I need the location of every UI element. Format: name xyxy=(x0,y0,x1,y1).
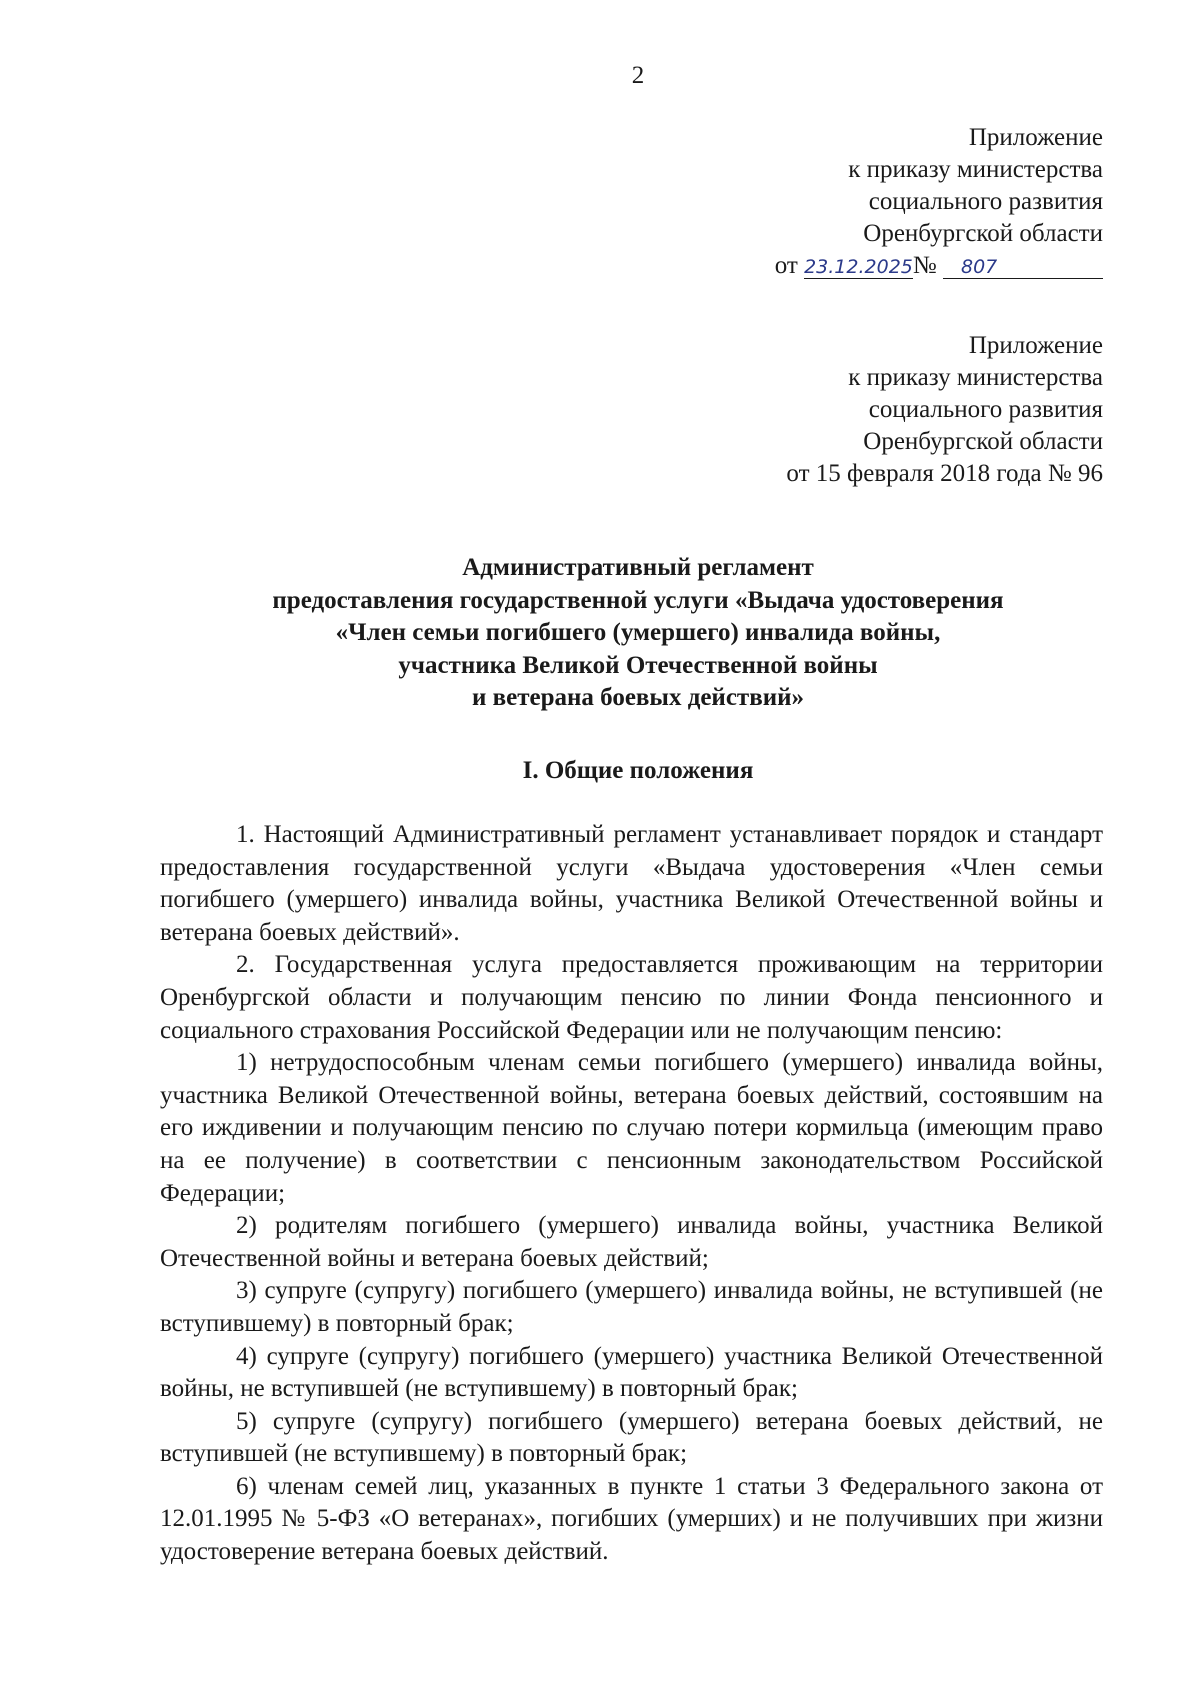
appendix-line: Оренбургской области xyxy=(863,220,1103,247)
handwritten-number: 807 xyxy=(943,256,1103,279)
section-heading: I. Общие положения xyxy=(522,757,754,784)
body-text xyxy=(160,819,1103,1569)
from-label: от xyxy=(774,252,798,279)
paragraph: 3) супруге (супругу) погибшего (умершего) инвалида войны, не вступившей (не вступившему) в повторный брак; xyxy=(160,1277,1103,1337)
appendix-date-number-line xyxy=(623,250,1103,282)
appendix-line: к приказу министерства xyxy=(848,156,1103,183)
appendix-line: социального развития xyxy=(868,396,1103,423)
paragraph: 1. Настоящий Административный регламент устанавливает порядок и стандарт предоставления государственной услуги «Выдача удостоверения «Член семьи погибшего (умершего) инвалида войны, участника Великой Отечественной войны и ветерана боевых действий». xyxy=(160,821,1103,946)
appendix-current-order xyxy=(623,122,1103,282)
paragraph: 2) родителям погибшего (умершего) инвалида войны, участника Великой Отечественной войны и ветерана боевых действий; xyxy=(160,1212,1103,1272)
handwritten-date: 23.12.2025 xyxy=(804,256,913,278)
title-line: предоставления государственной услуги «Выдача удостоверения xyxy=(272,586,1004,614)
paragraph: 2. Государственная услуга предоставляется проживающим на территории Оренбургской области и получающим пенсию по линии Фонда пенсионного и социального страхования Российской Федерации или не получающим пенсию: xyxy=(160,951,1103,1044)
paragraph: 6) членам семей лиц, указанных в пункте 1 статьи 3 Федерального закона от 12.01.1995 № 5-ФЗ «О ветеранах», погибших (умерших) и не получивших при жизни удостоверение ветерана боевых действий. xyxy=(160,1472,1103,1566)
document-title xyxy=(0,552,1200,715)
appendix-line: Оренбургской области xyxy=(863,428,1103,455)
appendix-original-order xyxy=(623,330,1103,490)
appendix-line: социального развития xyxy=(868,188,1103,215)
number-label: № xyxy=(912,252,937,279)
title-line: «Член семьи погибшего (умершего) инвалида войны, xyxy=(335,619,941,646)
title-line: участника Великой Отечественной войны xyxy=(398,651,878,679)
title-line: Административный регламент xyxy=(462,554,814,581)
appendix-line: от 15 февраля 2018 года № 96 xyxy=(786,460,1103,487)
appendix-line: Приложение xyxy=(968,332,1103,359)
paragraph: 1) нетрудоспособным членам семьи погибшего (умершего) инвалида войны, участника Великой Отечественной войны, ветерана боевых действий, состоявшим на его иждивении и получающим пенсию по случаю потери кормильца (имеющим право на ее получение) в соответствии с пенсионным законодательством Российской Федерации; xyxy=(160,1049,1103,1207)
paragraph: 5) супруге (супругу) погибшего (умершего) ветерана боевых действий, не вступившей (не вступившему) в повторный брак; xyxy=(160,1407,1103,1468)
appendix-line: Приложение xyxy=(968,124,1103,151)
appendix-line: к приказу министерства xyxy=(848,364,1103,391)
paragraph: 4) супруге (супругу) погибшего (умершего) участника Великой Отечественной войны, не вступившей (не вступившему) в повторный брак; xyxy=(160,1342,1103,1403)
title-line: и ветерана боевых действий» xyxy=(471,684,805,711)
page-number: 2 xyxy=(631,62,645,89)
